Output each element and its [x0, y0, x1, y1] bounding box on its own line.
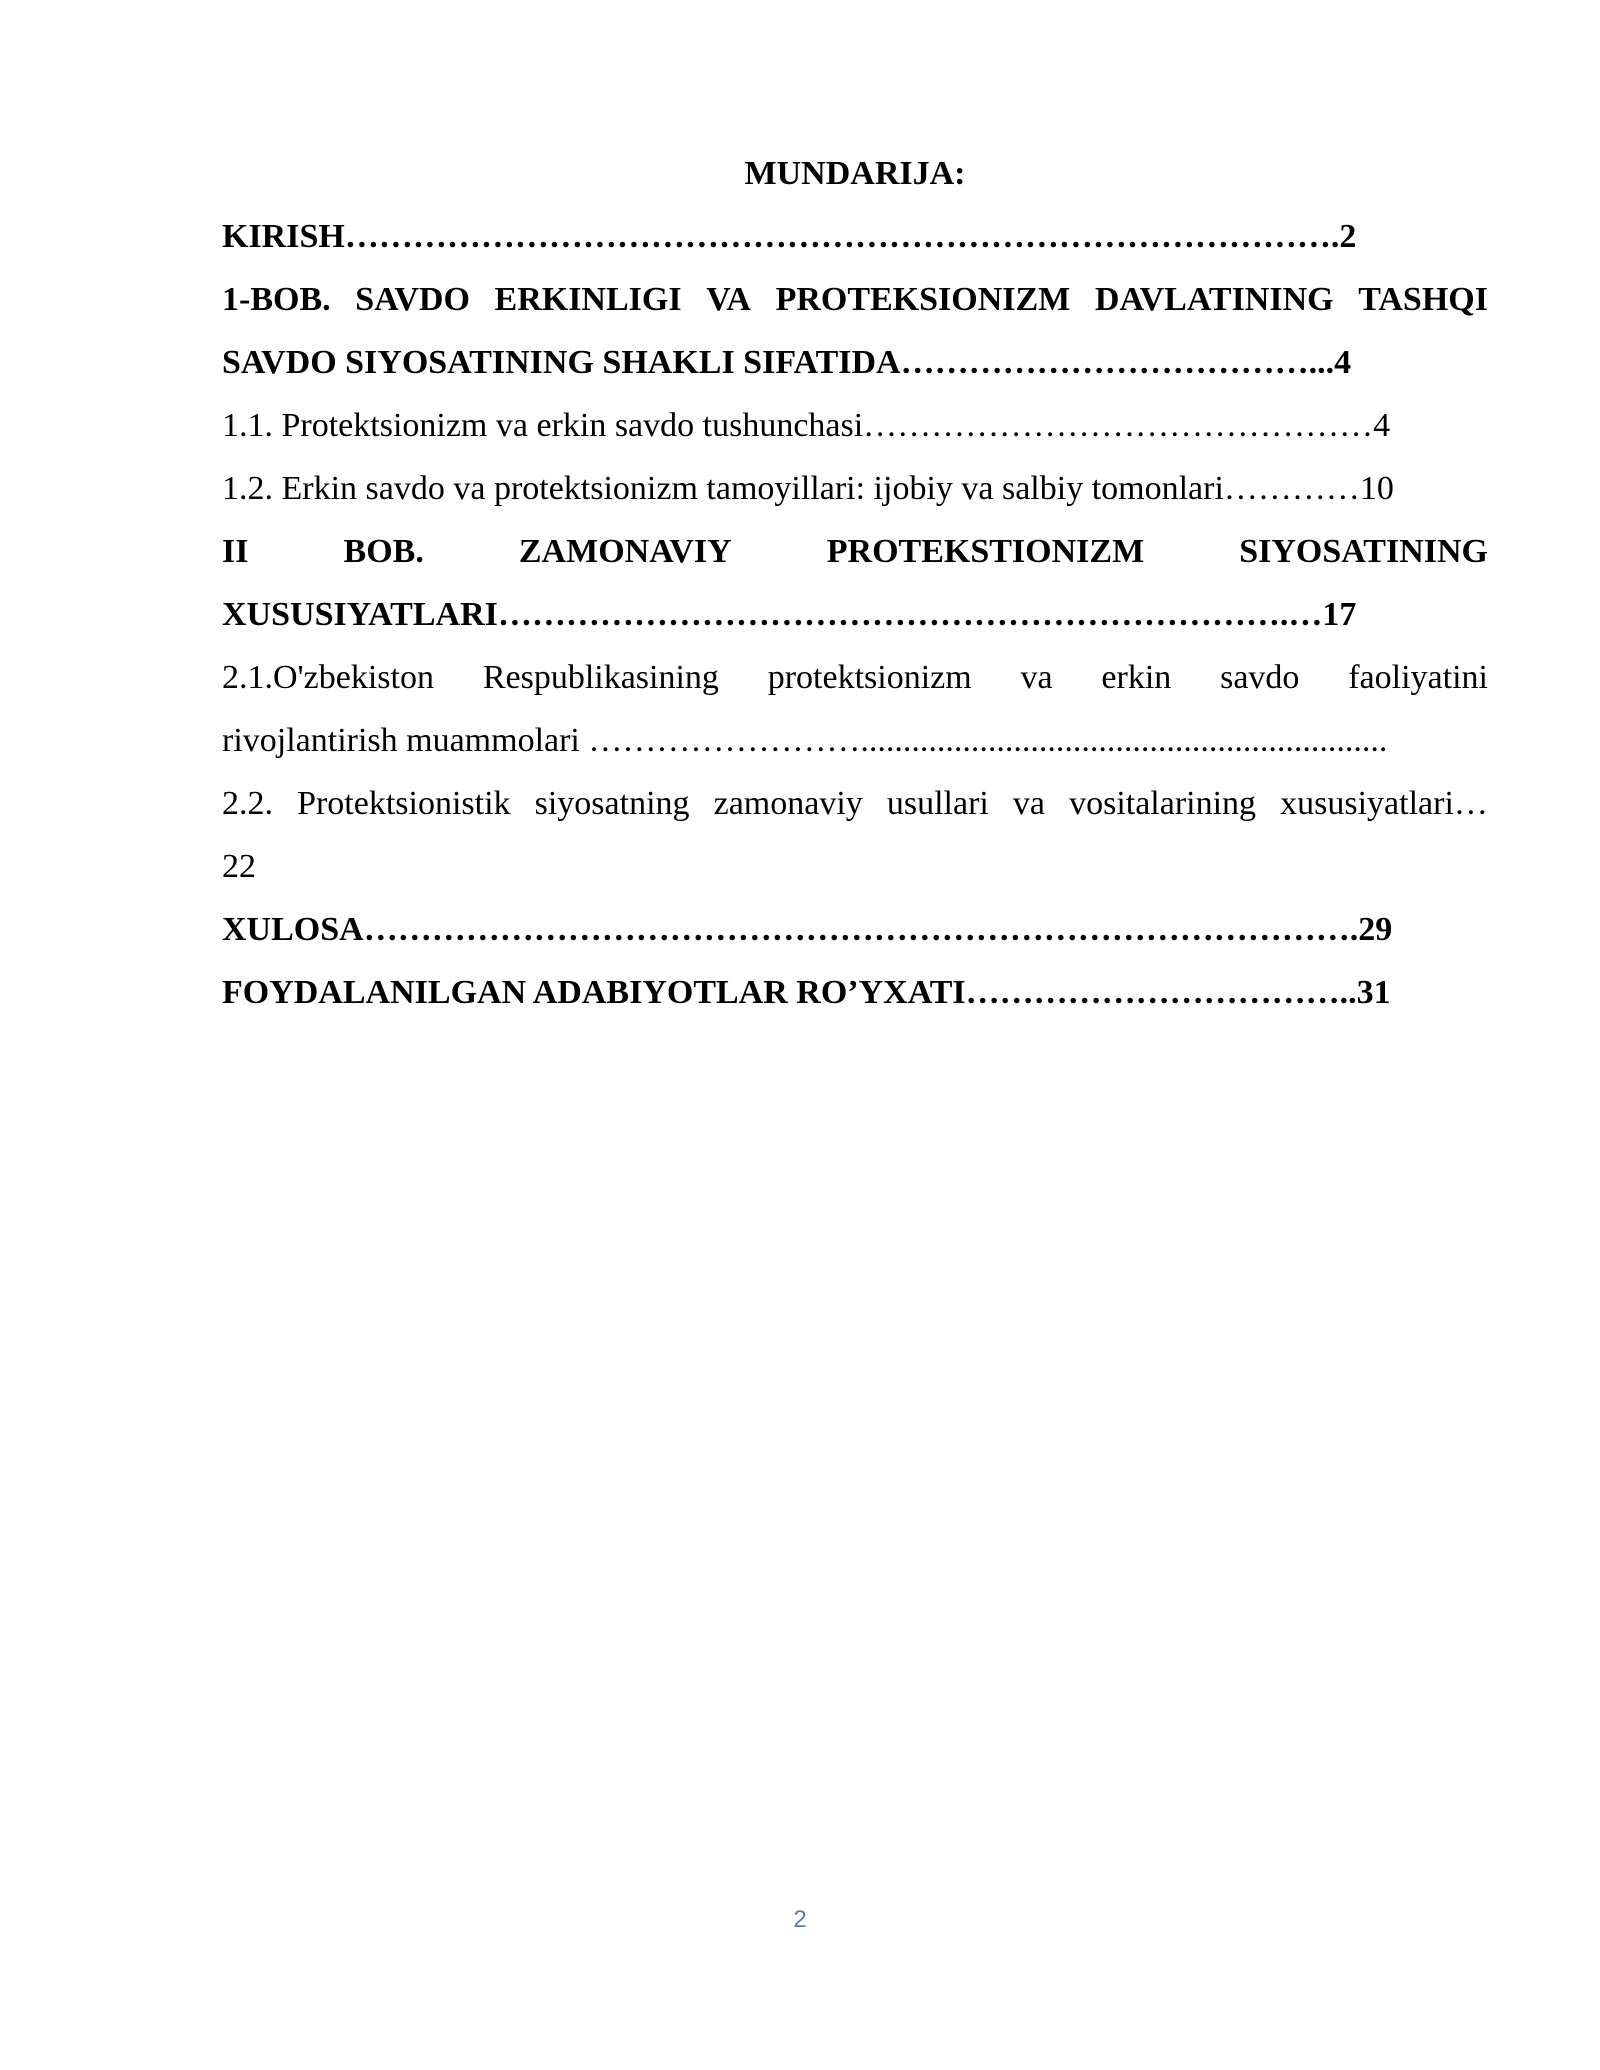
toc-entry-1-2: 1.2. Erkin savdo va protektsionizm tamoyillari: ijobiy va salbiy tomonlari…………10: [222, 470, 1394, 507]
table-of-contents: [222, 142, 1488, 1024]
word: SIYOSATINING: [1239, 533, 1488, 570]
word: vositalarining: [1069, 785, 1257, 822]
toc-entry-2-2-line2: 22: [222, 848, 256, 885]
word: II: [222, 533, 249, 570]
word: siyosatning: [534, 785, 690, 822]
word: DAVLATINING: [1094, 281, 1334, 318]
word: TASHQI: [1358, 281, 1488, 318]
toc-entry-2-1-line2: rivojlantirish muammolari ……………………..............................................................: [222, 722, 1388, 759]
word: va: [1012, 785, 1046, 822]
word: protektsionizm: [767, 659, 972, 696]
word: ERKINLIGI: [494, 281, 682, 318]
toc-entry-bob2-line1: [222, 520, 1488, 583]
word: Protektsionistik: [297, 785, 511, 822]
toc-entry-2-1-line1: [222, 646, 1488, 709]
word: 2.2.: [222, 785, 273, 822]
word: ZAMONAVIY: [518, 533, 732, 570]
page-number: 2: [793, 1906, 807, 1933]
toc-entry-bob1-line2: SAVDO SIYOSATINING SHAKLI SIFATIDA………………………………...4: [222, 344, 1352, 381]
toc-entry-bob1-line1: [222, 268, 1488, 331]
toc-entry-1-1: 1.1. Protektsionizm va erkin savdo tushunchasi………………………………………4: [222, 407, 1391, 444]
word: savdo: [1220, 659, 1300, 696]
word: PROTEKSIONIZM: [775, 281, 1071, 318]
word: PROTEKSTIONIZM: [826, 533, 1145, 570]
word: va: [1020, 659, 1053, 696]
word: SAVDO: [355, 281, 470, 318]
word: usullari: [886, 785, 989, 822]
toc-entry-adabiyotlar: FOYDALANILGAN ADABIYOTLAR RO’YXATI……………………………..31: [222, 974, 1391, 1011]
toc-entry-2-2-line1: [222, 772, 1488, 835]
toc-title: MUNDARIJA:: [744, 155, 966, 192]
toc-entry-kirish: KIRISH…………………………………………………………………………….2: [222, 218, 1357, 255]
word: faoliyatini: [1348, 659, 1488, 696]
toc-entry-bob2-line2: XUSUSIYATLARI…………………………………………………………….…17: [222, 596, 1357, 633]
word: BOB.: [343, 533, 424, 570]
word: xususiyatlari…: [1280, 785, 1488, 822]
word: VA: [706, 281, 751, 318]
word: erkin: [1101, 659, 1172, 696]
word: zamonaviy: [713, 785, 863, 822]
word: 1-BOB.: [222, 281, 331, 318]
word: Respublikasining: [482, 659, 719, 696]
toc-entry-xulosa: XULOSA…………………………………………………………………………….29: [222, 911, 1393, 948]
word: 2.1.O'zbekiston: [222, 659, 434, 696]
